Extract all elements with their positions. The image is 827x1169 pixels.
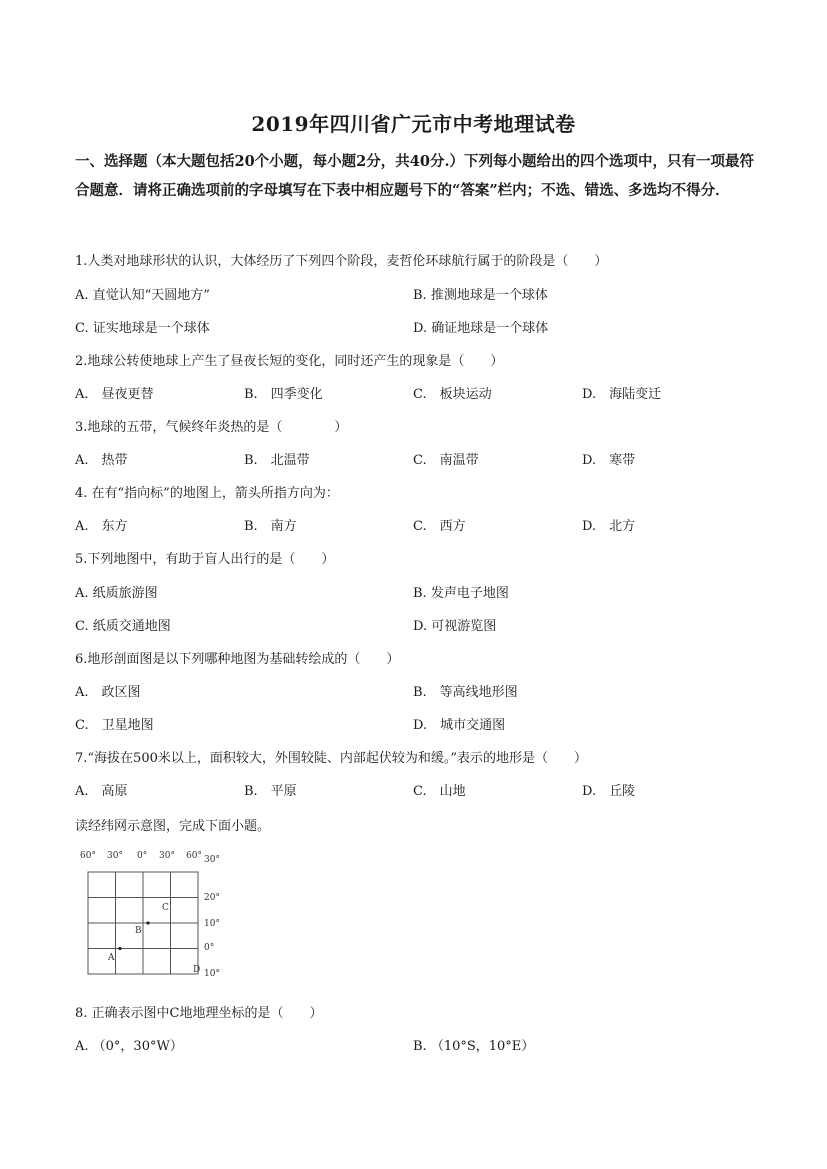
q7-option-b: B. 平原 <box>244 784 297 799</box>
question-7: 7.“海拔在500米以上，面积较大，外围较陡、内部起伏较为和缓。”表示的地形是（ ） <box>75 751 588 766</box>
q8-option-b: B. （10°S，10°E） <box>413 1039 535 1054</box>
point-label-b: B <box>135 926 142 936</box>
question-1: 1.人类对地球形状的认识，大体经历了下列四个阶段，麦哲伦环球航行属于的阶段是（ ） <box>75 254 608 269</box>
point-a-marker <box>118 947 121 950</box>
lat-label: 30° <box>204 855 220 865</box>
question-4: 4. 在有“指向标”的地图上，箭头所指方向为： <box>75 486 339 501</box>
point-label-a: A <box>108 953 115 963</box>
q3-option-d: D. 寒带 <box>582 453 636 468</box>
q1-option-b: B. 推测地球是一个球体 <box>413 288 548 303</box>
q2-option-b: B. 四季变化 <box>244 387 323 402</box>
q5-option-a: A. 纸质旅游图 <box>75 586 158 601</box>
q3-option-a: A. 热带 <box>75 453 128 468</box>
lon-label: 30° <box>159 851 175 861</box>
question-5: 5.下列地图中，有助于盲人出行的是（ ） <box>75 552 335 567</box>
lon-label: 30° <box>107 851 123 861</box>
question-8: 8. 正确表示图中C地地理坐标的是（ ） <box>75 1006 323 1021</box>
q6-option-d: D. 城市交通图 <box>413 718 506 733</box>
q3-option-c: C. 南温带 <box>413 453 479 468</box>
q2-option-c: C. 板块运动 <box>413 387 492 402</box>
q4-option-d: D. 北方 <box>582 519 636 534</box>
question-3: 3.地球的五带，气候终年炎热的是（ ） <box>75 420 348 435</box>
point-label-d: D <box>193 965 201 975</box>
page-title: 2019年四川省广元市中考地理试卷 <box>251 112 576 136</box>
q2-option-a: A. 昼夜更替 <box>75 387 154 402</box>
q4-option-c: C. 西方 <box>413 519 466 534</box>
q4-option-a: A. 东方 <box>75 519 128 534</box>
q8-option-a: A. （0°，30°W） <box>75 1039 183 1054</box>
q1-option-d: D. 确证地球是一个球体 <box>413 321 549 336</box>
q3-option-b: B. 北温带 <box>244 453 310 468</box>
lat-label: 0° <box>204 943 215 953</box>
q6-option-c: C. 卫星地图 <box>75 718 154 733</box>
q1-option-a: A. 直觉认知“天圆地方” <box>75 288 210 303</box>
lon-label: 0° <box>137 851 148 861</box>
lon-label: 60° <box>186 851 202 861</box>
lat-label: 10° <box>204 919 220 929</box>
q4-option-b: B. 南方 <box>244 519 297 534</box>
latitude-longitude-grid-figure <box>74 848 244 978</box>
q6-option-a: A. 政区图 <box>75 685 141 700</box>
grid-lines <box>88 872 201 975</box>
point-label-c: C <box>162 903 169 913</box>
q7-option-d: D. 丘陵 <box>582 784 636 799</box>
q5-option-b: B. 发声电子地图 <box>413 586 509 601</box>
lon-label: 60° <box>80 851 96 861</box>
q2-option-d: D. 海陆变迁 <box>582 387 662 402</box>
q5-option-c: C. 纸质交通地图 <box>75 619 171 634</box>
q6-option-b: B. 等高线地形图 <box>413 685 518 700</box>
question-2: 2.地球公转使地球上产生了昼夜长短的变化，同时还产生的现象是（ ） <box>75 354 504 369</box>
q5-option-d: D. 可视游览图 <box>413 619 497 634</box>
q1-option-c: C. 证实地球是一个球体 <box>75 321 210 336</box>
q7-option-a: A. 高原 <box>75 784 128 799</box>
q7-option-c: C. 山地 <box>413 784 466 799</box>
lat-label: 10° <box>204 969 220 978</box>
question-6: 6.地形剖面图是以下列哪种地图为基础转绘成的（ ） <box>75 652 400 667</box>
reading-prompt: 读经纬网示意图，完成下面小题。 <box>75 819 271 834</box>
point-b-marker <box>146 921 149 924</box>
lat-label: 20° <box>204 893 220 903</box>
section-header: 一、选择题（本大题包括20个小题，每小题2分，共40分.）下列每小题给出的四个选项中，只有一项最符合题意．请将正确选项前的字母填写在下表中相应题号下的“答案”栏内；不选、错选、多选均不得分． <box>75 153 754 199</box>
